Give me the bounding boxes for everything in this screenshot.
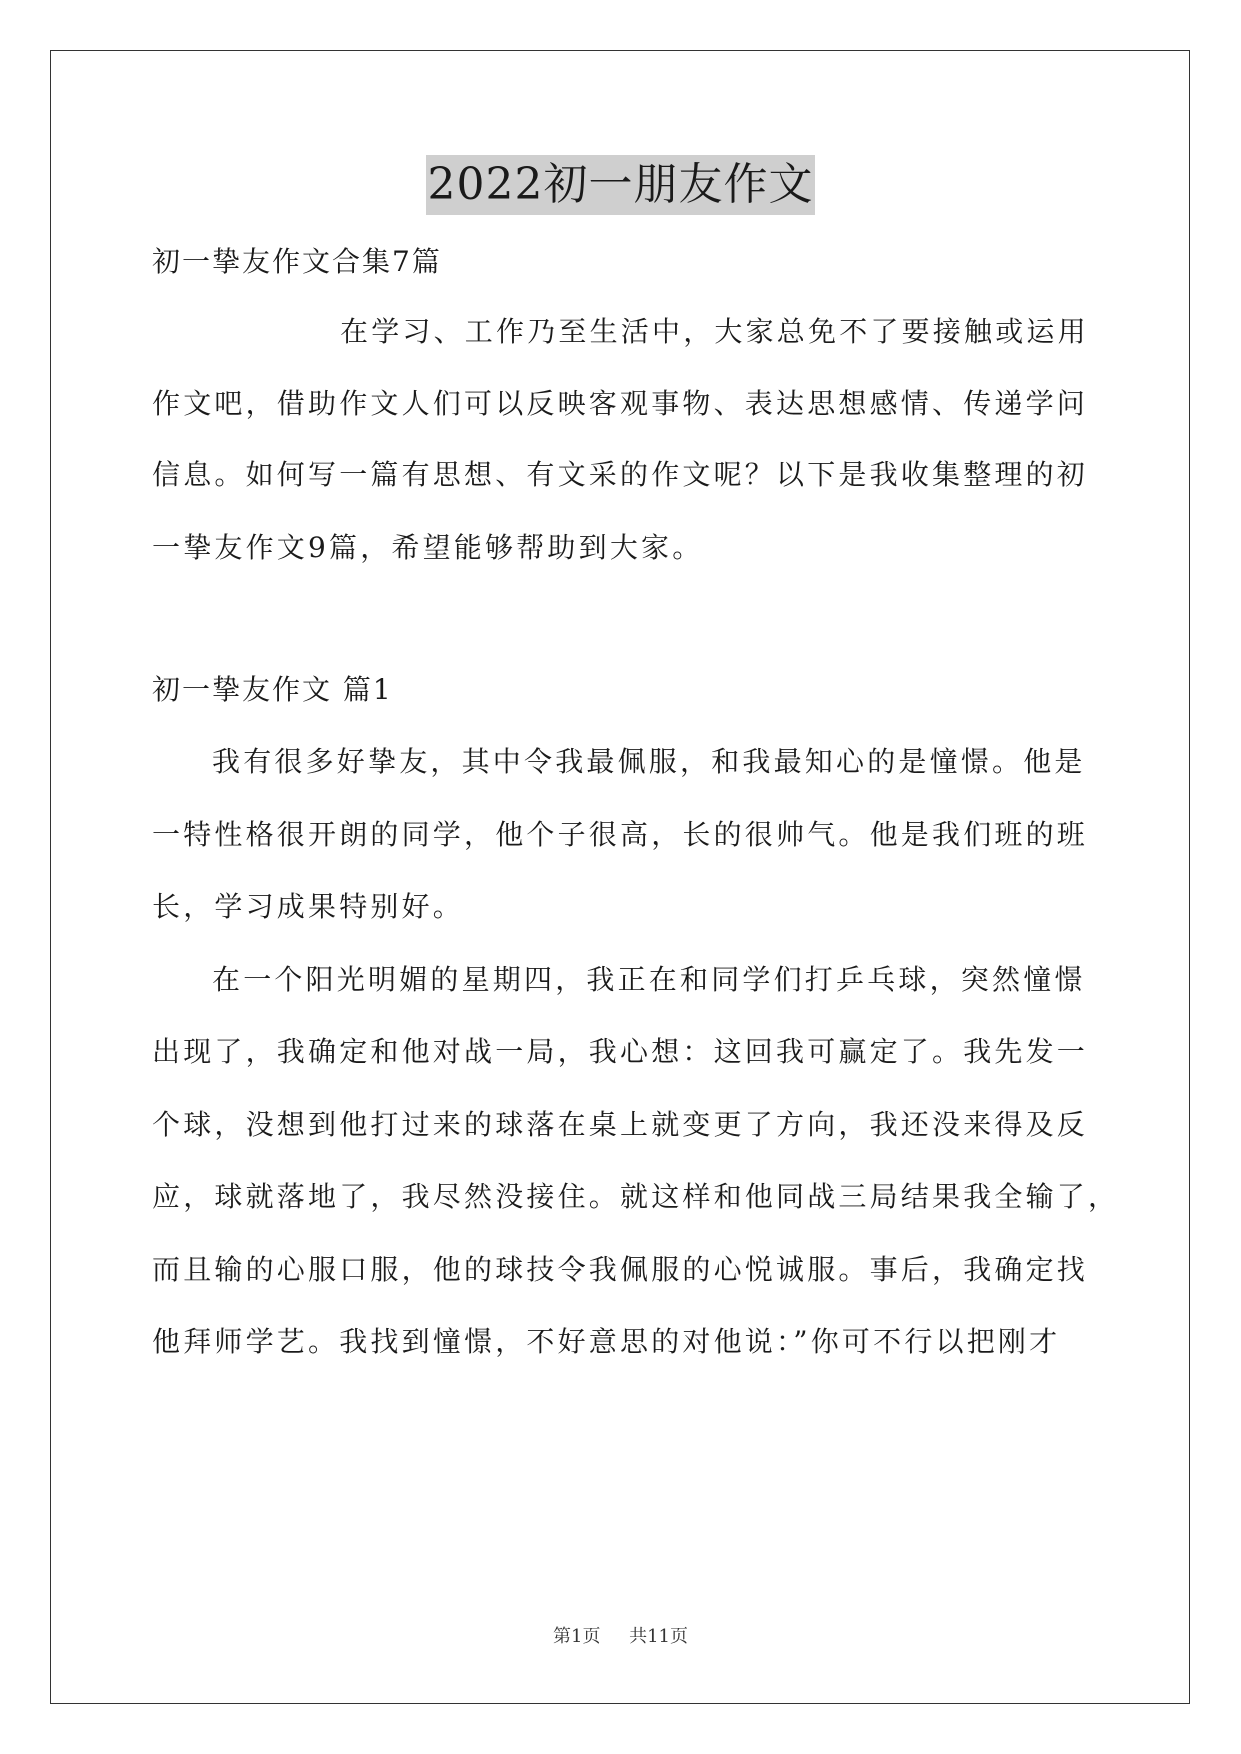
document-title: 2022初一朋友作文 xyxy=(426,155,816,215)
document-subtitle: 初一挚友作文合集7篇 xyxy=(152,245,442,278)
page-number: 第1页 xyxy=(553,1626,601,1647)
paragraph2-line-3: 个球，没想到他打过来的球落在桌上就变更了方向，我还没来得及反 xyxy=(152,1108,1089,1141)
page-border xyxy=(50,50,1190,1704)
paragraph2-line-5: 而且输的心服口服，他的球技令我佩服的心悦诚服。事后，我确定找 xyxy=(152,1253,1089,1286)
intro-line-1: 在学习、工作乃至生活中，大家总免不了要接触或运用 xyxy=(340,315,1089,348)
paragraph1-line-3: 长，学习成果特别好。 xyxy=(152,890,465,923)
intro-line-3: 信息。如何写一篇有思想、有文采的作文呢？以下是我收集整理的初 xyxy=(152,458,1089,491)
paragraph2-line-6: 他拜师学艺。我找到憧憬，不好意思的对他说：”你可不行以把刚才 xyxy=(152,1325,1061,1358)
paragraph2-line-4: 应，球就落地了，我尽然没接住。就这样和他同战三局结果我全输了， xyxy=(152,1180,1120,1213)
intro-line-4: 一挚友作文9篇，希望能够帮助到大家。 xyxy=(152,531,704,564)
paragraph1-line-1: 我有很多好挚友，其中令我最佩服，和我最知心的是憧憬。他是 xyxy=(212,745,1086,778)
intro-line-2: 作文吧，借助作文人们可以反映客观事物、表达思想感情、传递学问 xyxy=(152,387,1089,420)
page-footer xyxy=(0,1625,1241,1649)
page-total: 共11页 xyxy=(629,1626,688,1647)
paragraph2-line-1: 在一个阳光明媚的星期四，我正在和同学们打乒乓球，突然憧憬 xyxy=(212,963,1086,996)
section-heading: 初一挚友作文 篇1 xyxy=(152,673,393,706)
paragraph1-line-2: 一特性格很开朗的同学，他个子很高，长的很帅气。他是我们班的班 xyxy=(152,818,1089,851)
paragraph2-line-2: 出现了，我确定和他对战一局，我心想：这回我可赢定了。我先发一 xyxy=(152,1035,1089,1068)
title-container xyxy=(0,155,1241,215)
